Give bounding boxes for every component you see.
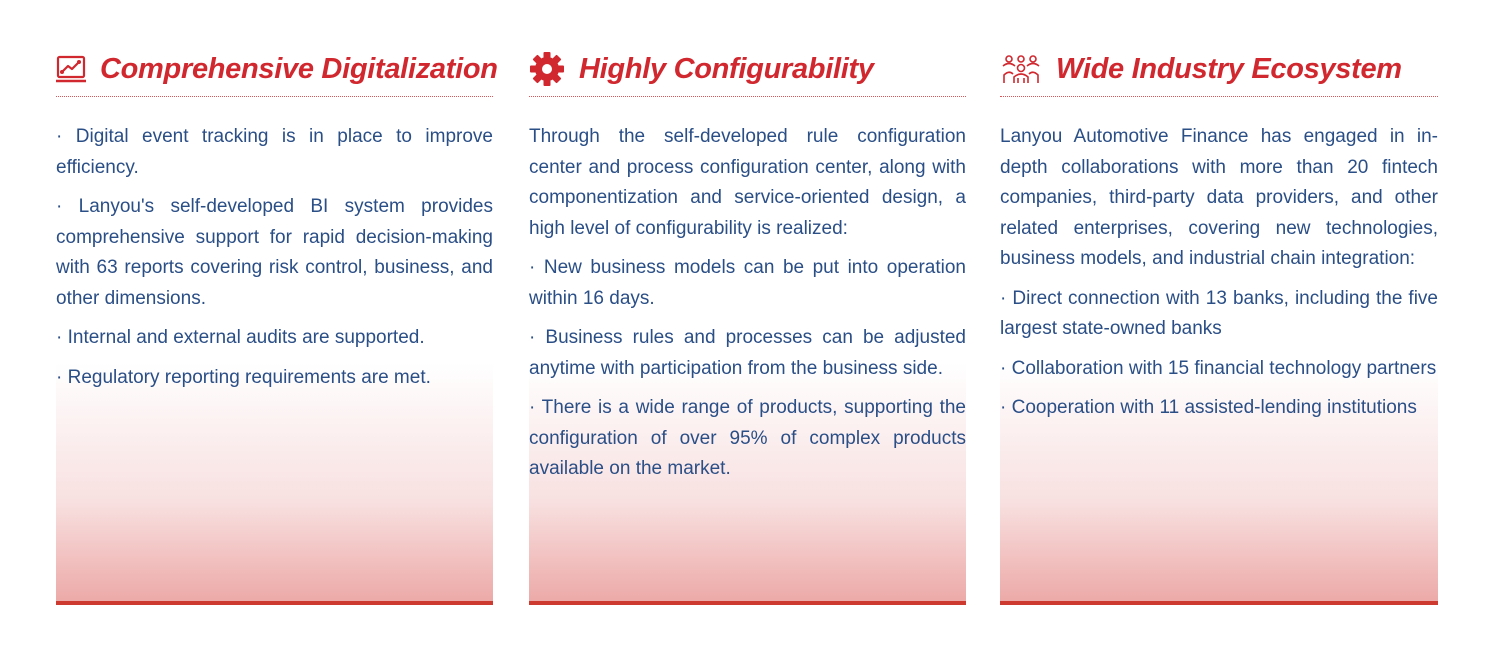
chart-icon: [56, 55, 86, 83]
column-title: Comprehensive Digitalization: [100, 53, 498, 85]
paragraph: · Lanyou's self-developed BI system provides comprehensive support for rapid decision-making with 63 reports covering risk control, business, and other dimensions.: [56, 196, 493, 309]
paragraph: · Direct connection with 13 banks, including the five largest state-owned banks: [1000, 287, 1438, 339]
paragraph: · Digital event tracking is in place to improve efficiency.: [56, 126, 493, 178]
dotted-divider: [529, 96, 966, 97]
paragraph: · Business rules and processes can be adjusted anytime with participation from the business side.: [529, 327, 966, 379]
paragraph: Lanyou Automotive Finance has engaged in in-depth collaborations with more than 20 fintech companies, third-party data providers, and other related enterprises, covering new technologies, business models, and industrial chain integration:: [1000, 126, 1438, 269]
dotted-divider: [56, 96, 493, 97]
gear-icon: [529, 51, 565, 87]
paragraph: · Cooperation with 11 assisted-lending institutions: [1000, 397, 1417, 418]
column-title: Highly Configurability: [579, 53, 874, 85]
feature-column-configurability: [529, 48, 966, 605]
column-body: [56, 122, 493, 402]
column-title: Wide Industry Ecosystem: [1056, 53, 1402, 85]
paragraph: Through the self-developed rule configuration center and process configuration center, along with componentization and service-oriented design, a high level of configurability is realized:: [529, 126, 966, 239]
paragraph: · New business models can be put into operation within 16 days.: [529, 257, 966, 309]
paragraph: · Internal and external audits are supported.: [56, 327, 425, 348]
column-body: [529, 122, 966, 494]
paragraph: · There is a wide range of products, supporting the configuration of over 95% of complex products available on the market.: [529, 397, 966, 479]
feature-column-ecosystem: [1000, 48, 1438, 605]
column-heading: [1000, 48, 1438, 90]
column-body: [1000, 122, 1438, 433]
column-heading: [56, 48, 498, 90]
paragraph: · Collaboration with 15 financial technology partners: [1000, 357, 1437, 379]
column-heading: [529, 48, 966, 90]
people-network-icon: [1000, 54, 1042, 84]
paragraph: · Regulatory reporting requirements are met.: [56, 366, 431, 388]
dotted-divider: [1000, 96, 1438, 97]
feature-column-digitalization: [56, 48, 498, 605]
